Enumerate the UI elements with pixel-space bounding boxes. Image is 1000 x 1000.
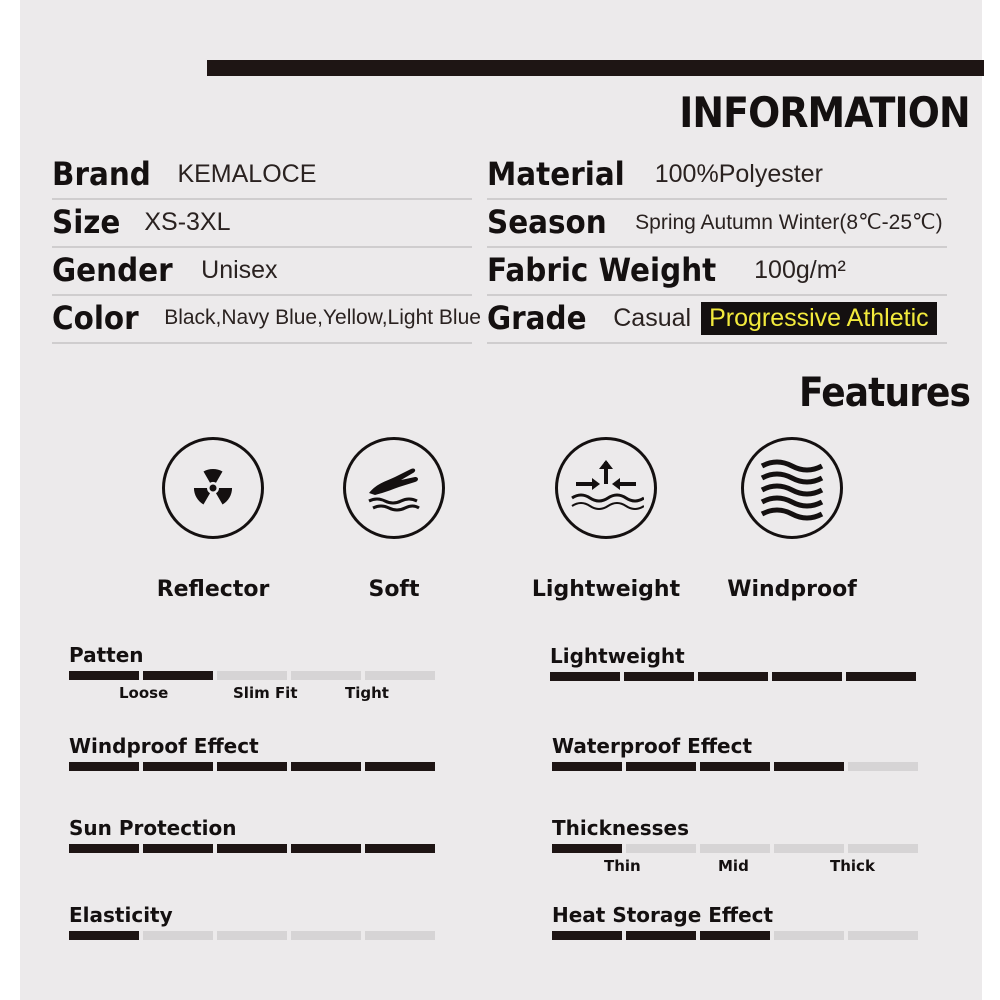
meter-bar-elasticity: [69, 931, 441, 940]
material-value: 100%Polyester: [654, 159, 823, 188]
meter-lightweight: [550, 644, 922, 681]
meter-segment: [143, 844, 213, 853]
meter-segment: [626, 931, 696, 940]
meter-segment: [365, 762, 435, 771]
meter-segment: [848, 762, 918, 771]
info-row-fabric-weight: [487, 246, 947, 296]
feature-windproof: [702, 437, 882, 602]
color-label: Color: [52, 299, 139, 337]
meter-segment: [143, 762, 213, 771]
grade-highlight: Progressive Athletic: [701, 302, 937, 335]
meter-segment: [69, 931, 139, 940]
meter-segment: [291, 931, 361, 940]
meter-segment: [848, 844, 918, 853]
tick-thin: Thin: [604, 857, 641, 875]
meter-windproof: [69, 734, 441, 771]
brand-value: KEMALOCE: [177, 159, 317, 188]
gender-label: Gender: [52, 251, 173, 289]
hand-water-icon: [343, 437, 445, 539]
top-divider-bar: [207, 60, 984, 76]
meter-ticks-patten: [69, 684, 441, 704]
meter-segment: [552, 762, 622, 771]
season-value: Spring Autumn Winter(8℃-25℃): [635, 210, 943, 234]
meter-segment: [291, 671, 361, 680]
radiation-icon: [162, 437, 264, 539]
season-label: Season: [487, 203, 607, 241]
meter-segment: [143, 931, 213, 940]
info-row-color: [52, 294, 481, 344]
meter-segment: [365, 671, 435, 680]
tick-mid: Mid: [718, 857, 749, 875]
meter-segment: [365, 844, 435, 853]
tick-loose: Loose: [119, 684, 169, 702]
meter-segment: [143, 671, 213, 680]
meter-segment: [848, 931, 918, 940]
grade-label: Grade: [487, 299, 587, 337]
meter-bar-patten: [69, 671, 441, 680]
meter-heat-storage: [552, 903, 924, 940]
meter-ticks-thickness: [552, 857, 924, 877]
meter-label-elasticity: Elasticity: [69, 903, 173, 927]
info-row-grade: [487, 294, 947, 344]
meter-waterproof: [552, 734, 924, 771]
tick-slim-fit: Slim Fit: [233, 684, 298, 702]
grade-value: Casual: [613, 303, 692, 332]
meter-segment: [552, 931, 622, 940]
meter-segment: [774, 931, 844, 940]
feature-label-soft: Soft: [368, 577, 420, 602]
meter-segment: [69, 762, 139, 771]
size-label: Size: [52, 203, 121, 241]
meter-segment: [700, 762, 770, 771]
meter-segment: [626, 762, 696, 771]
gender-value: Unisex: [201, 255, 278, 284]
tick-thick: Thick: [830, 857, 875, 875]
meter-thicknesses: [552, 816, 924, 877]
arrows-wave-icon: [555, 437, 657, 539]
meter-elasticity: [69, 903, 441, 940]
feature-label-windproof: Windproof: [727, 577, 857, 602]
meter-label-waterproof: Waterproof Effect: [552, 734, 752, 758]
brand-label: Brand: [52, 155, 151, 193]
meter-segment: [217, 762, 287, 771]
meter-segment: [552, 844, 622, 853]
meter-segment: [550, 672, 620, 681]
meter-segment: [626, 844, 696, 853]
meter-segment: [774, 762, 844, 771]
meter-segment: [772, 672, 842, 681]
meter-label-lightweight: Lightweight: [550, 644, 685, 668]
meter-label-sun: Sun Protection: [69, 816, 237, 840]
wind-waves-icon: [741, 437, 843, 539]
meter-label-windproof: Windproof Effect: [69, 734, 259, 758]
feature-reflector: [123, 437, 303, 602]
size-value: XS-3XL: [144, 207, 231, 236]
meter-segment: [291, 844, 361, 853]
meter-segment: [846, 672, 916, 681]
meter-segment: [217, 844, 287, 853]
info-row-season: [487, 198, 947, 248]
meter-segment: [69, 844, 139, 853]
tick-tight: Tight: [345, 684, 389, 702]
meter-patten: [69, 643, 441, 704]
info-row-size: [52, 198, 472, 248]
meter-label-patten: Patten: [69, 643, 144, 667]
fabric-weight-value: 100g/m²: [754, 255, 846, 284]
feature-label-reflector: Reflector: [156, 577, 270, 602]
meter-label-thickness: Thicknesses: [552, 816, 689, 840]
feature-label-lightweight: Lightweight: [531, 577, 681, 602]
meter-segment: [624, 672, 694, 681]
info-row-material: [487, 150, 947, 200]
meter-bar-waterproof: [552, 762, 924, 771]
feature-lightweight: [516, 437, 696, 602]
meter-segment: [698, 672, 768, 681]
info-row-gender: [52, 246, 472, 296]
meter-segment: [700, 844, 770, 853]
meter-bar-lightweight: [550, 672, 922, 681]
meter-segment: [217, 931, 287, 940]
meter-segment: [291, 762, 361, 771]
meter-segment: [217, 671, 287, 680]
color-value: Black,Navy Blue,Yellow,Light Blue: [164, 306, 481, 329]
meter-sun-protection: [69, 816, 441, 853]
fabric-weight-label: Fabric Weight: [487, 251, 717, 289]
meter-segment: [700, 931, 770, 940]
meter-bar-heat: [552, 931, 924, 940]
meter-bar-windproof: [69, 762, 441, 771]
meter-label-heat: Heat Storage Effect: [552, 903, 774, 927]
meter-segment: [365, 931, 435, 940]
meter-segment: [774, 844, 844, 853]
meter-bar-sun: [69, 844, 441, 853]
feature-soft: [304, 437, 484, 602]
info-row-brand: [52, 150, 472, 200]
material-label: Material: [487, 155, 625, 193]
meter-segment: [69, 671, 139, 680]
features-title: Features: [798, 370, 970, 416]
meter-bar-thickness: [552, 844, 924, 853]
information-title: INFORMATION: [679, 88, 970, 137]
